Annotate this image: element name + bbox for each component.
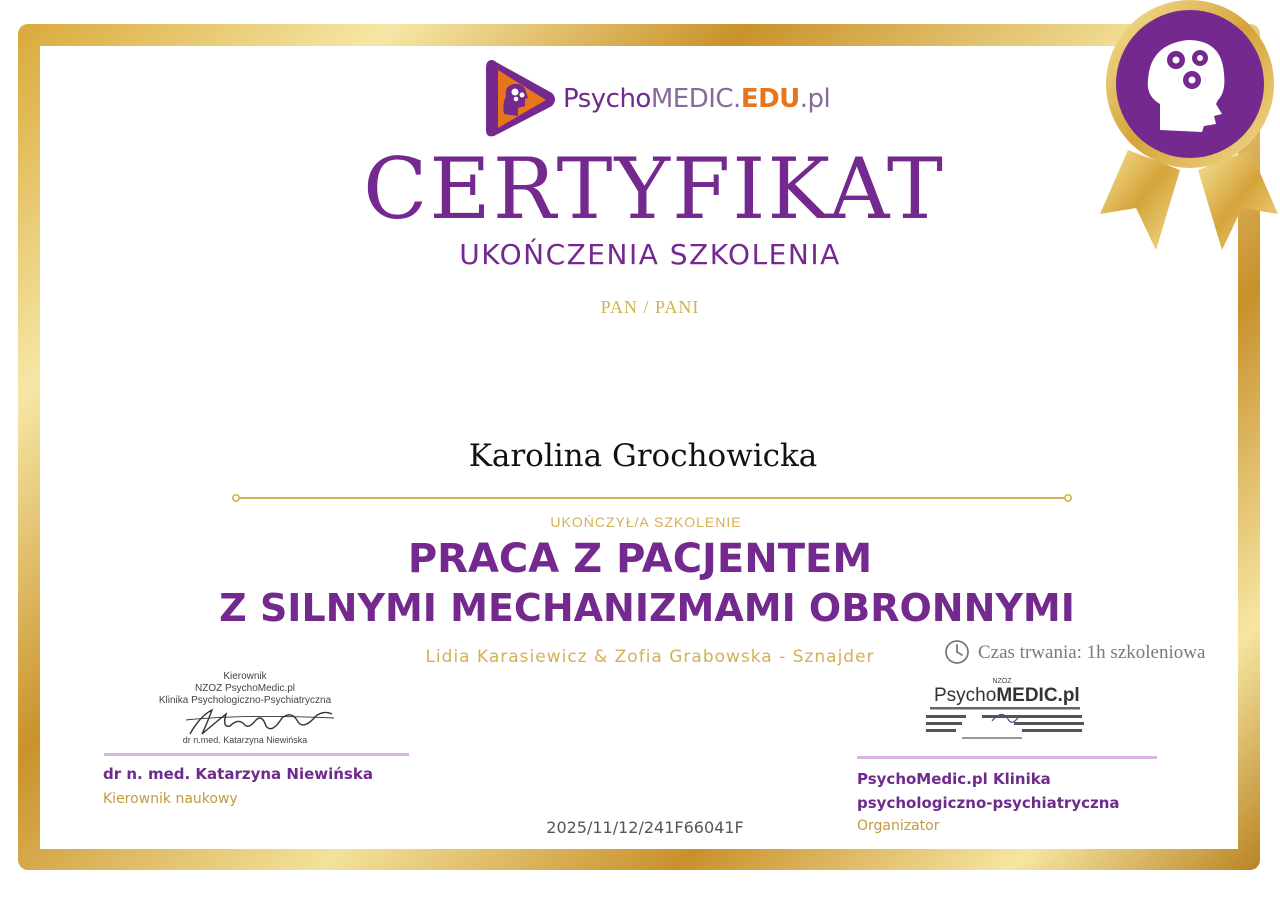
certificate-subtitle: UKOŃCZENIA SZKOLENIA — [459, 238, 841, 271]
brand-logo-text — [563, 84, 830, 114]
organizer-name-line: PsychoMedic.pl Klinika — [857, 770, 1051, 788]
logo-part-psycho: Psycho — [563, 84, 651, 114]
signature-caption — [140, 671, 350, 707]
signature-printed-name: dr n.med. Katarzyna Niewińska — [182, 735, 308, 745]
stamp-brand-b: MEDIC.pl — [996, 685, 1080, 706]
duration-text: Czas trwania: 1h szkoleniowa — [978, 642, 1206, 663]
course-title-line2: Z SILNYMI MECHANIZMAMI OBRONNYMI — [219, 586, 1075, 630]
logo-part-medic: MEDIC. — [650, 84, 741, 114]
course-title-line1: PRACA Z PACJENTEM — [407, 536, 873, 582]
logo-part-edu: EDU — [740, 84, 800, 114]
certificate-title: CERTYFIKAT — [363, 140, 945, 238]
organizer-role: Organizator — [857, 818, 940, 834]
signature-line-left — [104, 753, 409, 756]
signature-caption-line: Kierownik — [223, 671, 267, 682]
course-authors: Lidia Karasiewicz & Zofia Grabowska - Sznajder — [425, 647, 875, 667]
name-underline — [232, 493, 1072, 503]
certificate-id: 2025/11/12/241F66041F — [546, 818, 744, 837]
clock-icon — [944, 639, 970, 665]
stamp-brand-a: Psycho — [934, 685, 997, 706]
recipient-name: Karolina Grochowicka — [468, 438, 818, 474]
stamp-header: NZOZ — [992, 678, 1012, 685]
head-with-gears-icon — [482, 56, 558, 142]
clinic-stamp — [922, 675, 1090, 745]
salutation: PAN / PANI — [600, 297, 700, 317]
organizer-name — [857, 767, 1177, 815]
signature-caption-line: Klinika Psychologiczno-Psychiatryczna — [158, 695, 332, 706]
signer-role: Kierownik naukowy — [103, 791, 238, 807]
stamp-brand — [934, 685, 1080, 706]
gold-medal-head-gears-icon — [1098, 0, 1280, 256]
signature-caption-line: NZOZ PsychoMedic.pl — [194, 683, 296, 694]
organizer-name-line: psychologiczno-psychiatryczna — [857, 794, 1120, 812]
signer-name: dr n. med. Katarzyna Niewińska — [103, 765, 373, 783]
logo-part-pl: .pl — [799, 84, 831, 114]
completed-label: UKOŃCZYŁ/A SZKOLENIE — [550, 514, 742, 530]
signature-line-right — [857, 756, 1157, 759]
